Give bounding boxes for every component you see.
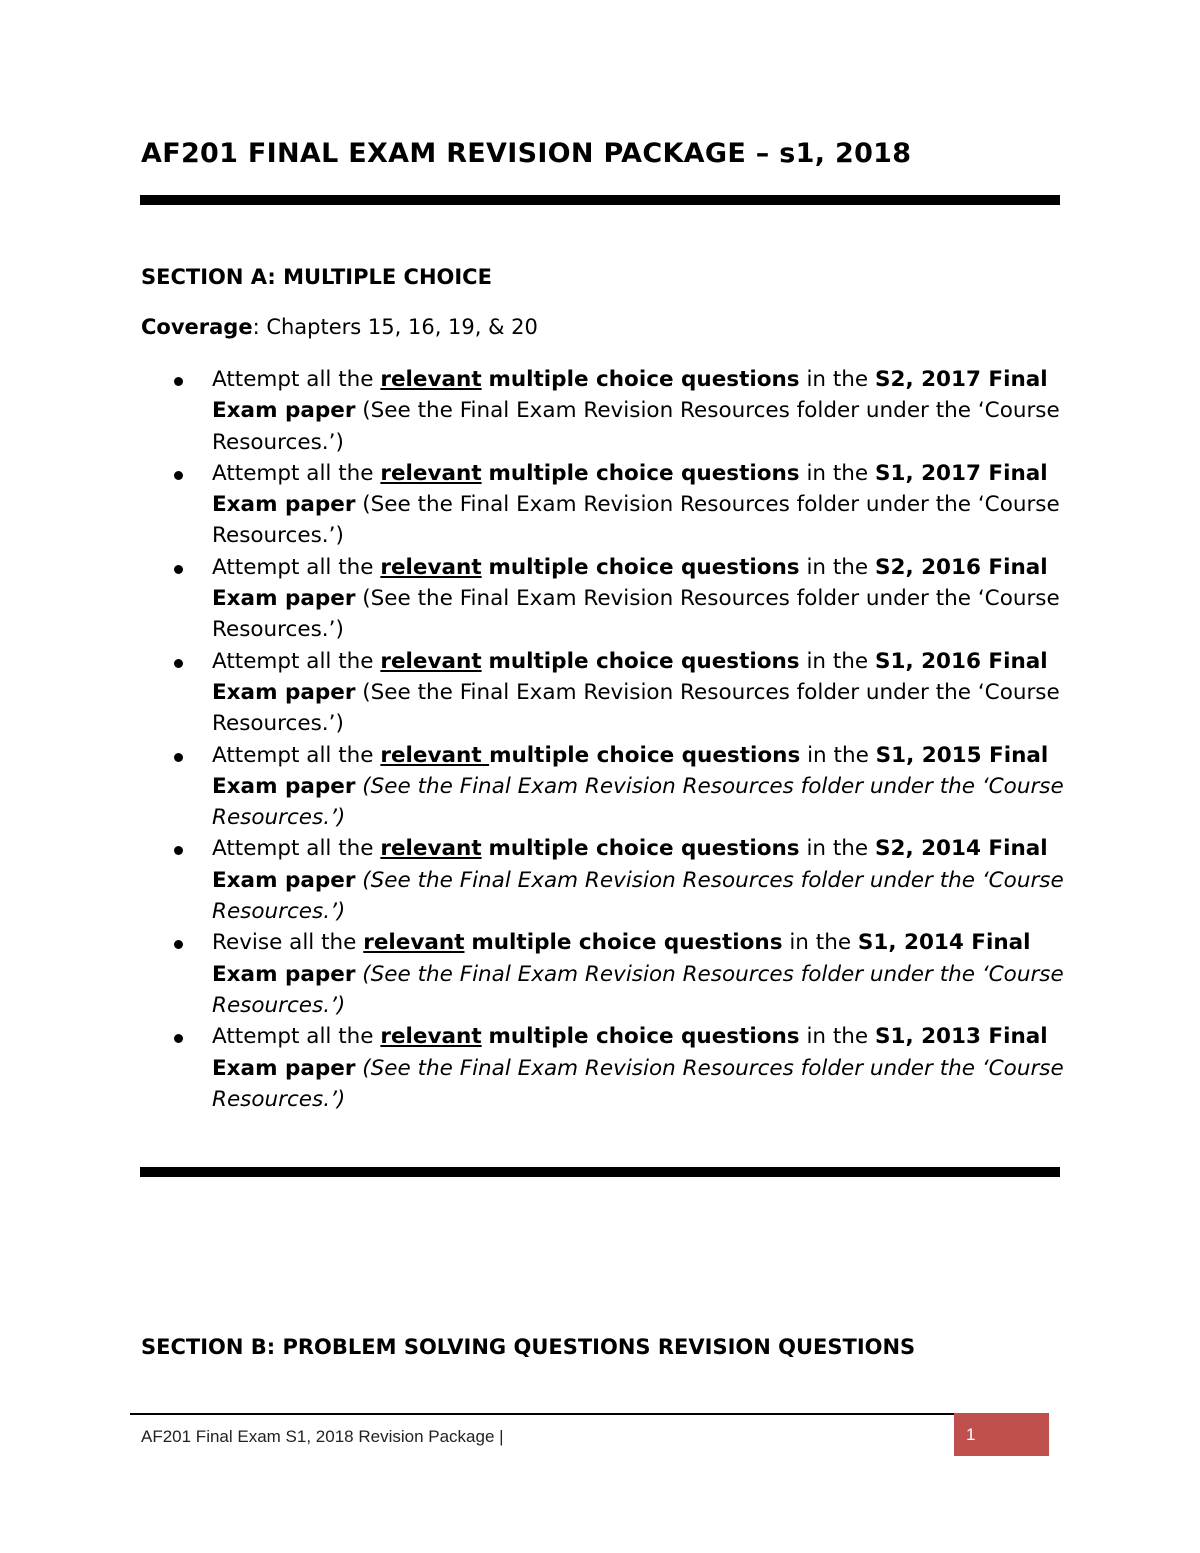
page-number: 1 [966, 1425, 976, 1444]
bullet-icon [174, 471, 183, 480]
bullet-icon [174, 659, 183, 668]
list-item: Attempt all the relevant multiple choice questions in the S2, 2016 Final Exam paper (See the Final Exam Revision Resources folder under the ‘Course Resources.’) [141, 552, 1071, 646]
bullet-icon [174, 846, 183, 855]
relevant-emphasis: relevant [380, 836, 482, 862]
coverage-separator: : [252, 315, 260, 339]
section-a-heading: SECTION A: MULTIPLE CHOICE [141, 265, 492, 289]
section-divider [140, 1167, 1060, 1177]
relevant-emphasis: relevant [363, 930, 465, 956]
section-b-heading: SECTION B: PROBLEM SOLVING QUESTIONS REVISION QUESTIONS [141, 1335, 916, 1359]
list-item: Revise all the relevant multiple choice questions in the S1, 2014 Final Exam paper (See the Final Exam Revision Resources folder under the ‘Course Resources.’) [141, 927, 1071, 1021]
page-number-badge [954, 1413, 1049, 1456]
list-item: Attempt all the relevant multiple choice questions in the S2, 2014 Final Exam paper (See the Final Exam Revision Resources folder under the ‘Course Resources.’) [141, 833, 1071, 927]
exam-paper-ref: S2, 2014 Final Exam paper [212, 836, 1048, 893]
document-title: AF201 FINAL EXAM REVISION PACKAGE – s1, 2018 [141, 138, 912, 169]
title-divider [140, 195, 1060, 205]
coverage-chapters: Chapters 15, 16, 19, & 20 [259, 315, 538, 339]
relevant-emphasis: relevant [380, 367, 482, 392]
bullet-icon [174, 565, 183, 574]
footer-divider [130, 1413, 1047, 1415]
list-item: Attempt all the relevant multiple choice questions in the S1, 2013 Final Exam paper (See the Final Exam Revision Resources folder under the ‘Course Resources.’) [141, 1021, 1071, 1115]
relevant-emphasis: relevant [380, 1024, 482, 1050]
bullet-icon [174, 753, 183, 762]
list-item: Attempt all the relevant multiple choice questions in the S2, 2017 Final Exam paper (See the Final Exam Revision Resources folder under the ‘Course Resources.’) [141, 364, 1071, 458]
revision-task-list [141, 364, 1071, 1115]
list-item: Attempt all the relevant multiple choice questions in the S1, 2015 Final Exam paper (See the Final Exam Revision Resources folder under the ‘Course Resources.’) [141, 740, 1071, 834]
exam-paper-ref: S1, 2014 Final Exam paper [212, 930, 1031, 987]
relevant-emphasis: relevant [380, 460, 482, 486]
relevant-emphasis: relevant [380, 648, 482, 674]
exam-paper-ref: S1, 2016 Final Exam paper [212, 648, 1048, 705]
relevant-emphasis: relevant [380, 554, 482, 580]
bullet-icon [174, 377, 183, 386]
coverage-label: Coverage [141, 315, 253, 339]
list-item: Attempt all the relevant multiple choice questions in the S1, 2017 Final Exam paper (See the Final Exam Revision Resources folder under the ‘Course Resources.’) [141, 458, 1071, 552]
bullet-icon [174, 1034, 183, 1043]
exam-paper-ref: S1, 2017 Final Exam paper [212, 460, 1048, 518]
exam-paper-ref: S1, 2013 Final Exam paper [212, 1024, 1048, 1081]
relevant-emphasis: relevant [380, 742, 490, 768]
coverage-line [141, 315, 538, 339]
exam-paper-ref: S2, 2016 Final Exam paper [212, 554, 1048, 612]
exam-paper-ref: S1, 2015 Final Exam paper [212, 742, 1049, 799]
footer-text: AF201 Final Exam S1, 2018 Revision Package | [141, 1427, 504, 1446]
list-item: Attempt all the relevant multiple choice questions in the S1, 2016 Final Exam paper (See the Final Exam Revision Resources folder under the ‘Course Resources.’) [141, 646, 1071, 740]
bullet-icon [174, 940, 183, 949]
exam-paper-ref: S2, 2017 Final Exam paper [212, 367, 1048, 424]
